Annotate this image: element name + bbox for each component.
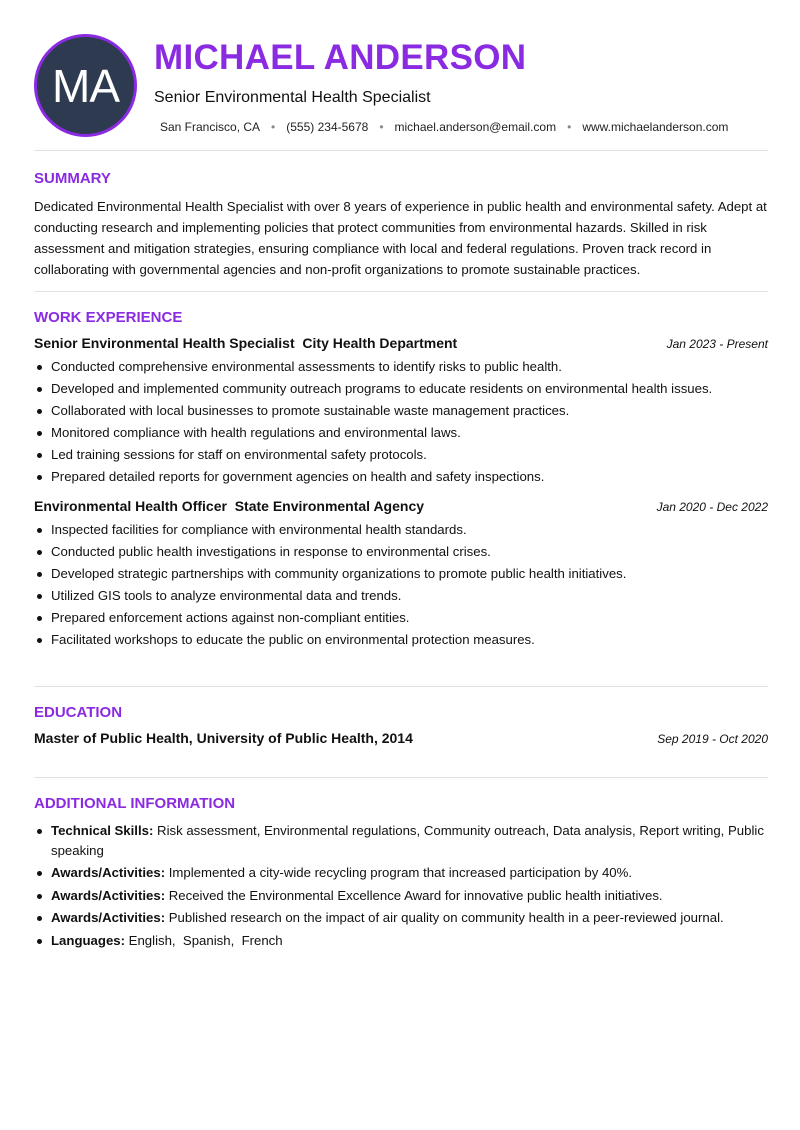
experience-section	[34, 309, 768, 661]
list-item	[34, 821, 768, 860]
separator-dot: •	[379, 120, 384, 134]
job-role: Environmental Health Officer State Environmental Agency	[34, 498, 425, 514]
job-dates: Jan 2020 - Dec 2022	[656, 500, 768, 514]
list-item: Led training sessions for staff on environmental safety protocols.	[34, 444, 768, 466]
job-entry	[34, 498, 768, 651]
item-label: Technical Skills:	[51, 823, 154, 838]
item-label: Awards/Activities:	[51, 865, 166, 880]
resume-header	[34, 34, 768, 138]
divider	[34, 150, 768, 151]
separator-dot: •	[271, 120, 276, 134]
section-heading: EDUCATION	[34, 704, 123, 721]
summary-text: Dedicated Environmental Health Specialist with over 8 years of experience in public health and environmental safety. Adept at conducting research and implementing policies that protect communities from environmental hazards. Skilled in risk assessment and mitigation strategies, ensuring compliance with local and federal regulations. Proven track record in collaborating with governmental agencies and non-profit organizations to promote sustainable practices.	[34, 199, 767, 277]
location: San Francisco, CA	[160, 120, 261, 134]
list-item: Conducted comprehensive environmental assessments to identify risks to public health.	[34, 356, 768, 378]
item-text: Implemented a city-wide recycling program that increased participation by 40%.	[165, 865, 633, 880]
website: www.michaelanderson.com	[582, 120, 729, 134]
education-section	[34, 704, 768, 751]
item-label: Awards/Activities:	[51, 910, 166, 925]
divider	[34, 777, 768, 778]
job-role: Senior Environmental Health Specialist City Health Department	[34, 335, 458, 351]
list-item: Monitored compliance with health regulations and environmental laws.	[34, 422, 768, 444]
item-text: Risk assessment, Environmental regulations, Community outreach, Data analysis, Report writing, Public speaking	[51, 823, 764, 858]
divider	[34, 291, 768, 292]
summary-section	[34, 170, 768, 280]
item-text: Received the Environmental Excellence Award for innovative public health initiatives.	[165, 887, 663, 903]
list-item: Inspected facilities for compliance with environmental health standards.	[34, 519, 768, 541]
degree: Master of Public Health, University of Public Health, 2014	[34, 730, 413, 746]
item-label: Languages:	[51, 932, 126, 948]
job-title: Senior Environmental Health Specialist	[154, 89, 431, 106]
separator-dot: •	[567, 120, 572, 134]
list-item: Developed strategic partnerships with community organizations to promote public health initiatives.	[34, 563, 768, 585]
list-item	[34, 863, 768, 883]
list-item: Facilitated workshops to educate the public on environmental protection measures.	[34, 629, 768, 651]
section-heading: ADDITIONAL INFORMATION	[34, 795, 236, 812]
list-item: Conducted public health investigations in response to environmental crises.	[34, 541, 768, 563]
list-item: Prepared detailed reports for government agencies on health and safety inspections.	[34, 466, 768, 488]
additional-section	[34, 795, 768, 953]
candidate-name: MICHAEL ANDERSON	[154, 38, 527, 77]
list-item: Collaborated with local businesses to promote sustainable waste management practices.	[34, 400, 768, 422]
list-item: Utilized GIS tools to analyze environmental data and trends.	[34, 585, 768, 607]
item-label: Awards/Activities:	[51, 887, 166, 903]
list-item: Prepared enforcement actions against non-compliant entities.	[34, 607, 768, 629]
phone: (555) 234-5678	[286, 120, 369, 134]
avatar: MA	[34, 34, 137, 137]
list-item: Developed and implemented community outreach programs to educate residents on environmental health issues.	[34, 378, 768, 400]
list-item	[34, 908, 768, 928]
divider	[34, 686, 768, 687]
email: michael.anderson@email.com	[394, 120, 557, 134]
item-text: English, Spanish, French	[125, 932, 283, 948]
education-dates: Sep 2019 - Oct 2020	[657, 732, 768, 746]
section-heading: WORK EXPERIENCE	[34, 309, 183, 326]
contact-info	[160, 120, 728, 134]
list-item	[34, 886, 768, 906]
section-heading: SUMMARY	[34, 170, 111, 187]
item-text: Published research on the impact of air quality on community health in a peer-reviewed journal.	[165, 910, 724, 925]
job-dates: Jan 2023 - Present	[666, 337, 768, 351]
list-item	[34, 931, 768, 951]
job-entry	[34, 335, 768, 488]
